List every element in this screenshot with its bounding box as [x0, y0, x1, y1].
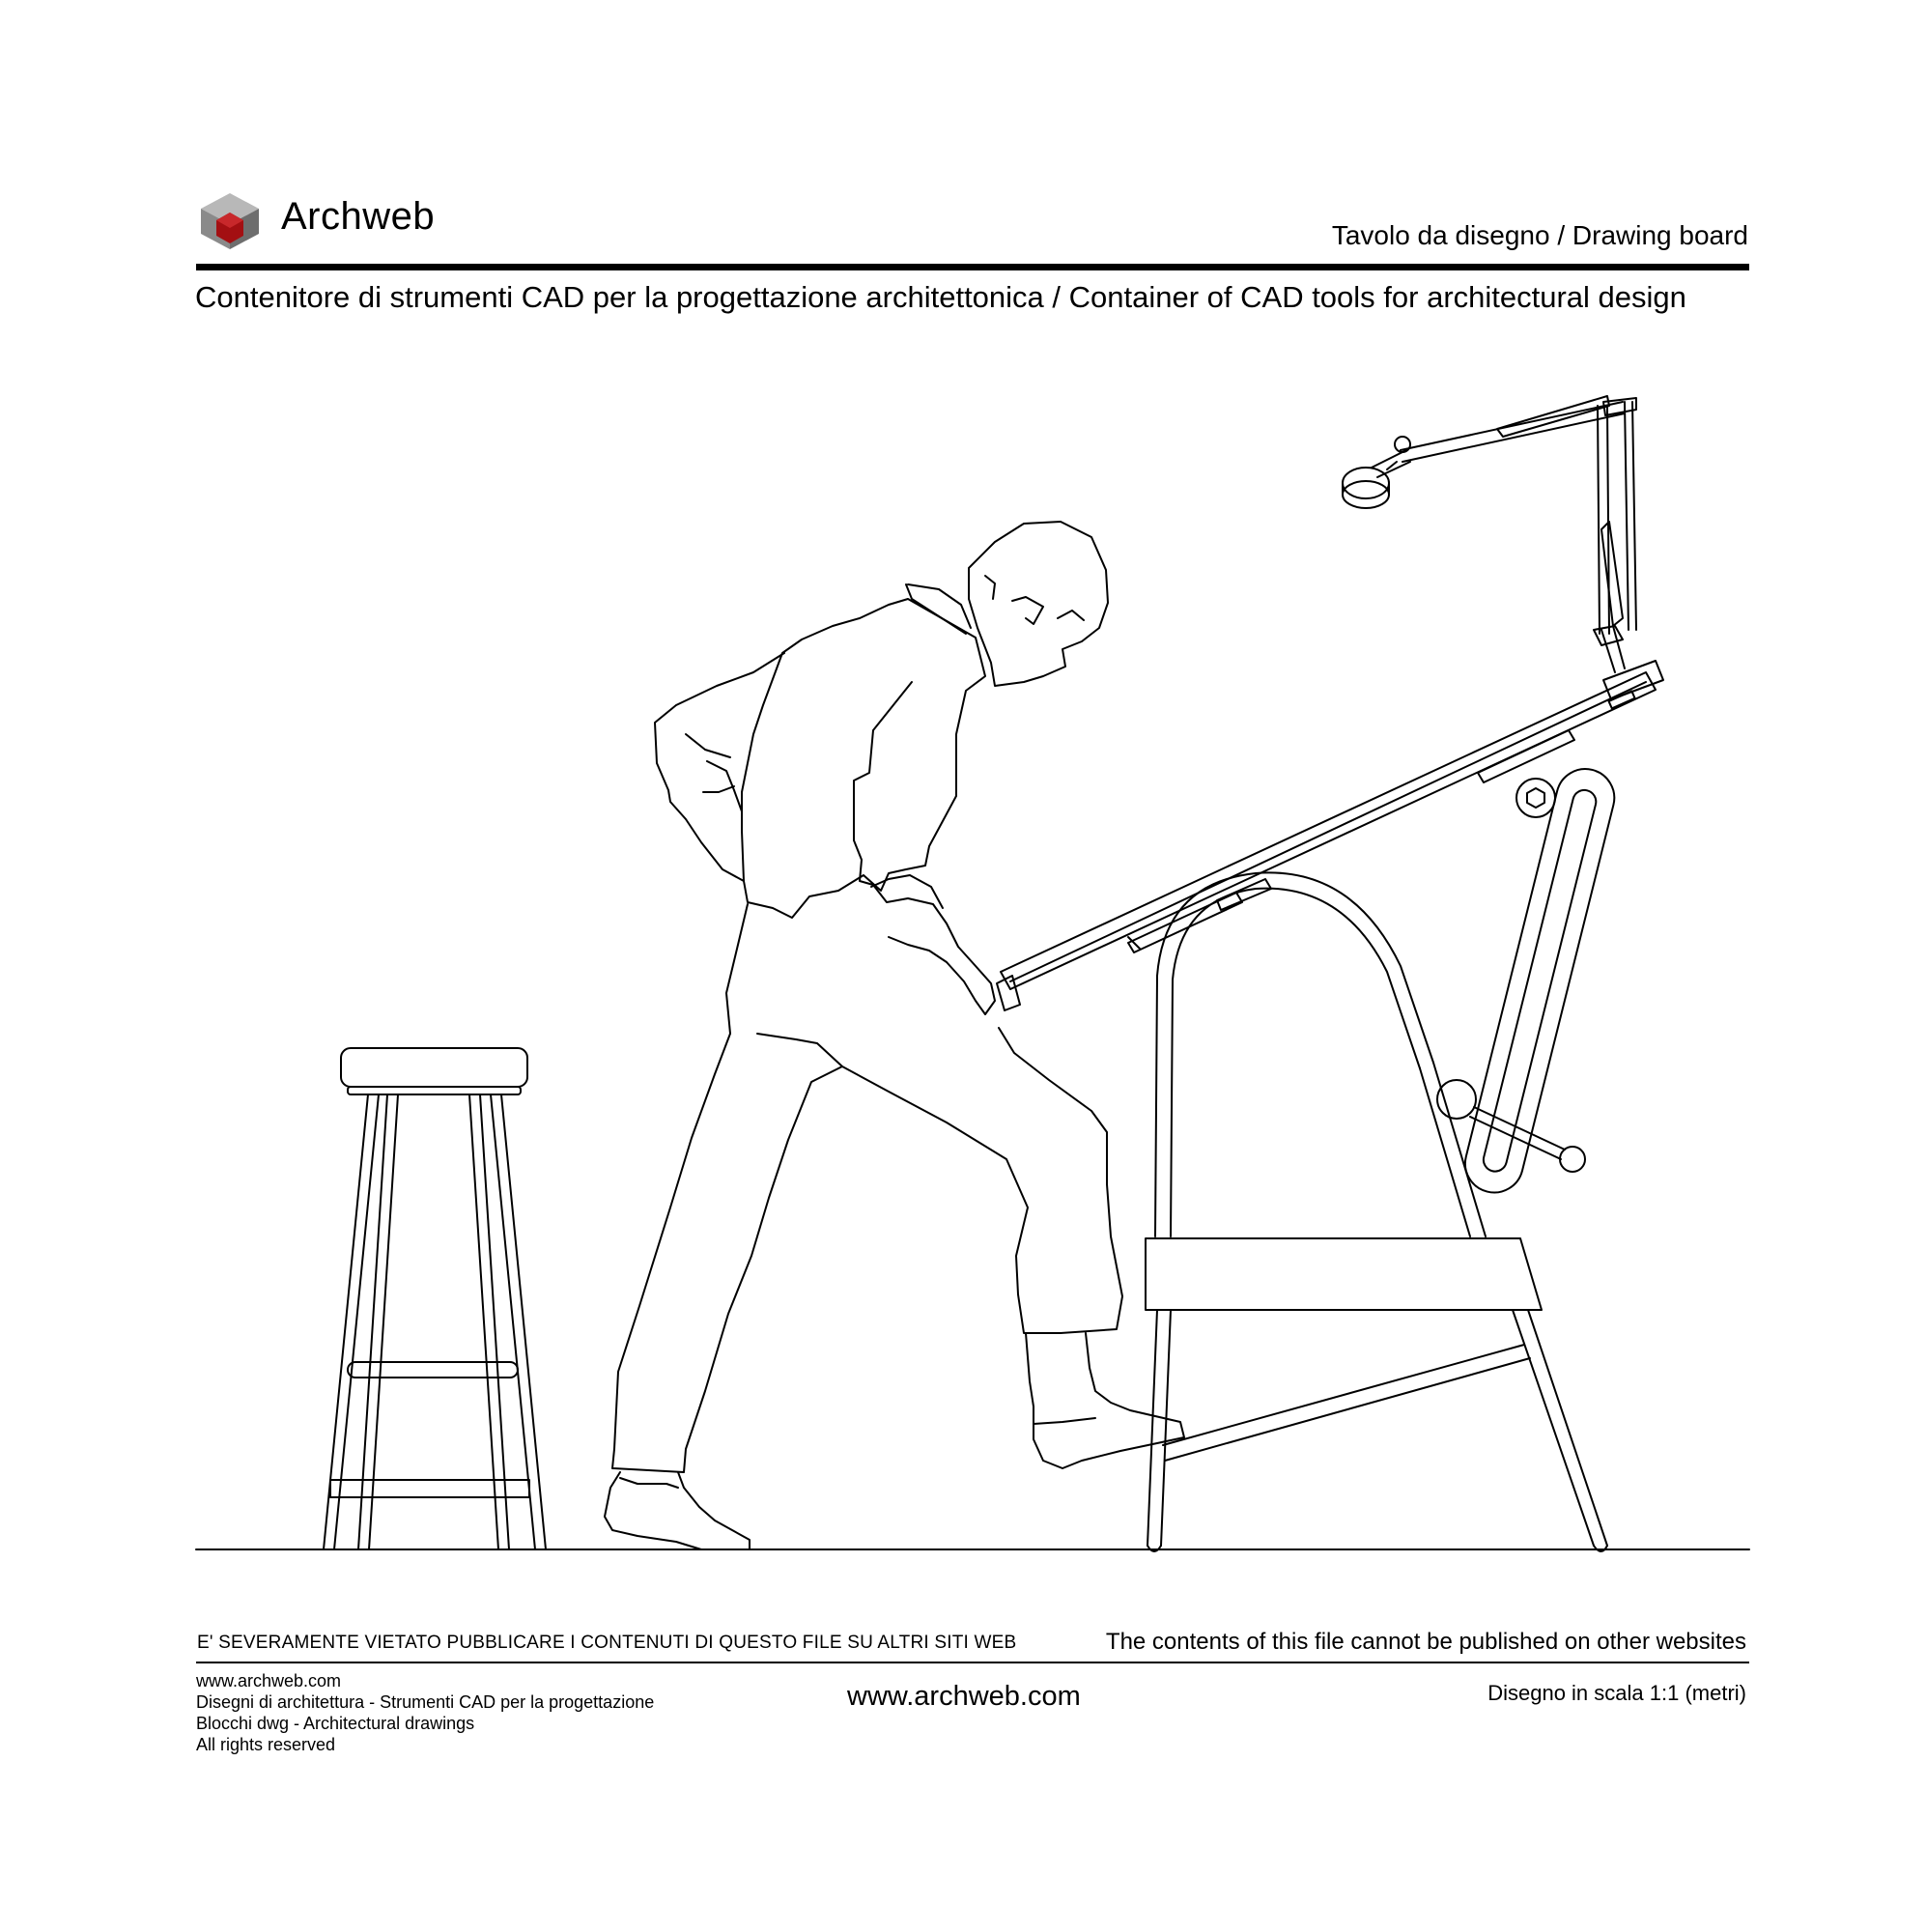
website-url: www.archweb.com: [847, 1681, 1081, 1712]
tagline: Contenitore di strumenti CAD per la progettazione architettonica / Container of CAD tools for architectural design: [195, 280, 1686, 314]
person-figure: [605, 522, 1184, 1549]
footer-info-line: All rights reserved: [196, 1735, 336, 1754]
scale-note: Disegno in scala 1:1 (metri): [1487, 1681, 1746, 1705]
drawing-subject: Tavolo da disegno / Drawing board: [1331, 220, 1748, 250]
footer-rule: [196, 1662, 1749, 1663]
bar-stool: [324, 1048, 546, 1549]
drafting-lamp: [1343, 396, 1636, 672]
footer-info-line: www.archweb.com: [196, 1671, 342, 1690]
copyright-warning-it: E' SEVERAMENTE VIETATO PUBBLICARE I CONTENUTI DI QUESTO FILE SU ALTRI SITI WEB: [197, 1633, 1017, 1653]
brand-name: Archweb: [281, 195, 436, 238]
footer-info-line: Disegni di architettura - Strumenti CAD per la progettazione: [196, 1692, 655, 1712]
footer-info-line: Blocchi dwg - Architectural drawings: [196, 1714, 475, 1733]
drawing-table: [997, 661, 1663, 1551]
copyright-warning-en: The contents of this file cannot be published on other websites: [1105, 1629, 1746, 1655]
